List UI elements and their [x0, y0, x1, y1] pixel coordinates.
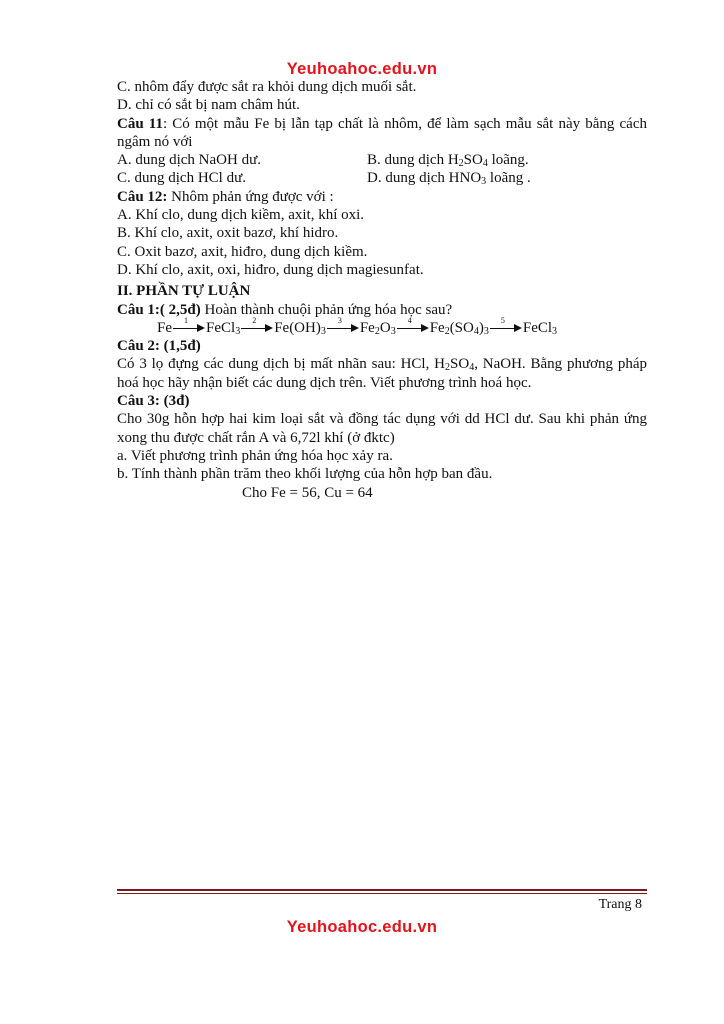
question-12-text: Nhôm phản ứng được với : [167, 188, 334, 205]
reaction-arrow-3: 3 [327, 323, 359, 333]
option-d-q10: D. chỉ có sắt bị nam châm hút. [117, 97, 300, 114]
reaction-chain: Fe 1 FeCl$_3$ 2 $Fe(OH)_3$ 3 $Fe_2O_3$ 4 $Fe_2(SO_4)_3$ 5 FeCl$_3$ [157, 316, 558, 337]
question-12 [117, 188, 647, 206]
question-11-text: : Có một mẫu Fe bị lẫn tạp chất là nhôm, để làm sạch mẫu sắt này bằng cách ngâm nó với [117, 115, 647, 150]
question-11-options-row-2 [117, 169, 647, 187]
q11-option-b: B. dung dịch $H_2SO_4$ loãng. [367, 152, 529, 170]
reaction-arrow-4: 4 [397, 323, 429, 333]
essay-1-text: Hoàn thành chuội phản ứng hóa học sau? [200, 301, 453, 318]
header-watermark: Yeuhoahoc.edu.vn [286, 60, 438, 78]
footer-rule-thin [117, 893, 647, 894]
question-11-label: Câu 11 [117, 115, 163, 132]
essay-2-label: Câu 2: (1,5đ) [117, 338, 201, 355]
q12-option-d: D. Khí clo, axit, oxi, hiđro, dung dịch magiesunfat. [117, 261, 424, 278]
footer-rule [117, 889, 647, 891]
essay-3-text: Cho 30g hỗn hợp hai kim loại sắt và đồng tác dụng với dd HCl dư. Sau khi phản ứng xong thu được chất rắn A và 6,72l khí (ở đktc) [117, 411, 647, 446]
q11-option-a: A. dung dịch NaOH dư. [117, 152, 261, 169]
q12-option-b: B. Khí clo, axit, oxit bazơ, khí hidro. [117, 225, 339, 242]
q12-option-c: C. Oxit bazơ, axit, hiđro, dung dịch kiềm. [117, 243, 368, 260]
reaction-arrow-5: 5 [490, 323, 522, 333]
q11-option-c: C. dung dịch HCl dư. [117, 170, 246, 187]
option-c-q10: C. nhôm đẩy được sắt ra khỏi dung dịch muối sắt. [117, 79, 417, 95]
page-content [117, 78, 647, 502]
q11-option-d: D. dung dịch $HNO_3$ loãng . [367, 170, 531, 188]
essay-3-part-a: a. Viết phương trình phản ứng hóa học xảy ra. [117, 447, 393, 464]
q12-option-a: A. Khí clo, dung dịch kiềm, axit, khí oxi. [117, 207, 365, 224]
essay-2-text: Có 3 lọ đựng các dung dịch bị mất nhãn sau: HCl, $H_2SO_4$, NaOH. Bằng phương pháp hoá học hãy nhận biết các dung dịch trên. Viết phương trình hoá học. [117, 356, 647, 391]
essay-3-part-b: b. Tính thành phần trăm theo khối lượng của hỗn hợp ban đầu. [117, 466, 493, 483]
essay-1 [117, 301, 647, 319]
essay-1-label: Câu 1:( 2,5đ) [117, 301, 201, 318]
reaction-arrow-2: 2 [241, 323, 273, 333]
section-2-title: II. PHẦN TỰ LUẬN [117, 283, 251, 300]
essay-3-label: Câu 3: (3đ) [117, 393, 190, 410]
reaction-arrow-1: 1 [173, 323, 205, 333]
question-12-label: Câu 12: [117, 188, 168, 205]
page-number: Trang 8 [598, 897, 642, 912]
question-11 [117, 115, 647, 152]
question-11-options-row-1 [117, 151, 647, 169]
given-atomic-masses: Cho Fe = 56, Cu = 64 [242, 484, 373, 501]
footer-watermark: Yeuhoahoc.edu.vn [286, 918, 438, 936]
